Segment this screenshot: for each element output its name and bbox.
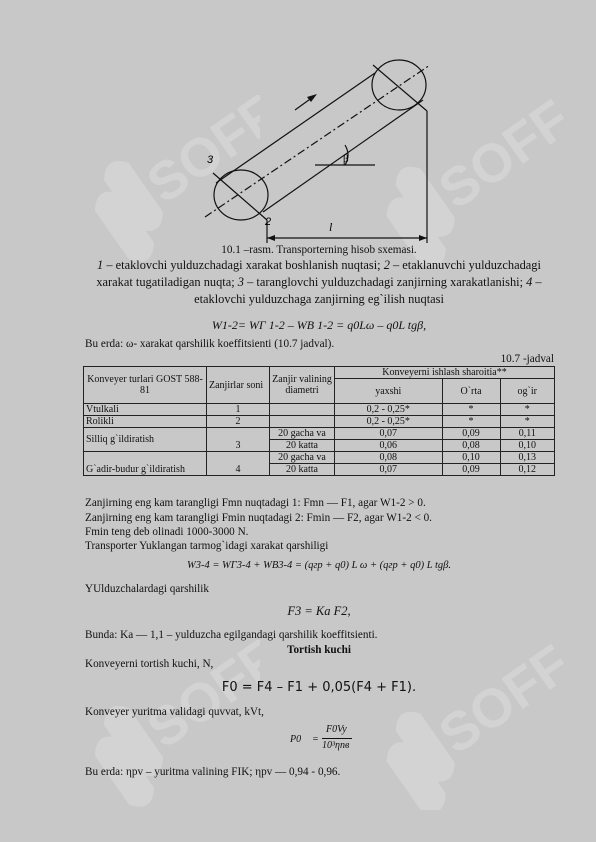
cell: 20 katta	[270, 464, 335, 476]
cell: 0,2 - 0,25*	[335, 404, 443, 416]
table-row	[84, 428, 555, 440]
cell: *	[442, 416, 500, 428]
formula-denominator: 10³ηпв	[322, 740, 350, 751]
cell: 0,13	[500, 452, 554, 464]
svg-text:SOFF: SOFF	[428, 95, 570, 221]
paragraph-7: Konveyerni tortish kuchi, N,	[85, 658, 214, 670]
bu-erda-1: Bu erda: ω- xarakat qarshilik koeffitsienti (10.7 jadval).	[85, 338, 335, 350]
cell: 0,10	[442, 452, 500, 464]
legend-num: 3	[237, 275, 244, 289]
paragraph-4: Transporter Yuklangan tarmog`idagi xarakat qarshiligi	[85, 540, 329, 552]
header-heavy: og`ir	[500, 379, 554, 404]
cell: 20 gacha va	[270, 428, 335, 440]
legend-num: 2	[383, 258, 390, 272]
legend-text: – etaklovchi yulduzchaga zanjirning eg`ilish nuqtasi	[194, 275, 542, 306]
header-diameter: Zanjir valining diametri	[270, 367, 335, 404]
lower-sprocket	[214, 170, 268, 220]
legend-num: 1	[97, 258, 104, 272]
svg-text:SOFF: SOFF	[428, 640, 570, 766]
paragraph-5: YUlduzchalardagi qarshilik	[85, 583, 209, 595]
header-conditions: Konveyerni ishlash sharoitia**	[335, 367, 555, 379]
table-row	[84, 416, 555, 428]
svg-text:SOFF: SOFF	[136, 95, 260, 215]
formula-w12: W1-2= WГ 1-2 – WВ 1-2 = q0Lω – q0L tgβ,	[211, 318, 427, 332]
cell: 0,08	[335, 452, 443, 464]
header-medium: O`rta	[442, 379, 500, 404]
table-caption: 10.7 -jadval	[500, 353, 554, 365]
coefficients-table	[83, 366, 555, 476]
cell: 0,09	[442, 464, 500, 476]
label-l: l	[329, 220, 333, 234]
cell: G`adir-budur g`ildiratish	[84, 452, 207, 476]
cell: Vtulkali	[84, 404, 207, 416]
cell: 0,2 - 0,25*	[335, 416, 443, 428]
cell: 0,07	[335, 464, 443, 476]
cell: Rolikli	[84, 416, 207, 428]
cell: *	[500, 416, 554, 428]
cell: 20 katta	[270, 440, 335, 452]
cell: Silliq g`ildiratish	[84, 428, 207, 452]
cell: 0,07	[335, 428, 443, 440]
label-2: 2	[265, 216, 272, 228]
paragraph-9: Bu erda: ηpv – yuritma valining FIK; ηpv — 0,94 - 0,96.	[85, 766, 341, 778]
legend-num: 4	[526, 275, 533, 289]
formula-f3: F3 = Ka F2,	[287, 604, 351, 618]
cell: 0,12	[500, 464, 554, 476]
cell	[270, 416, 335, 428]
cell: 2	[207, 416, 270, 428]
header-type: Konveyer turlari GOST 588-81	[84, 367, 207, 404]
formula-lhs: P0	[290, 734, 302, 745]
cell: 0,11	[500, 428, 554, 440]
cell: 0,10	[500, 440, 554, 452]
legend-text: – taranglovchi yulduzchadagi zanjirning xarakatlanishi;	[243, 275, 527, 289]
cell: *	[500, 404, 554, 416]
formula-w34: W3-4 = WГ3-4 + WВ3-4 = (qгр + q0) L ω + (qгр + q0) L tgβ.	[186, 560, 452, 571]
paragraph-8: Konveyer yuritma validagi quvvat, kVt,	[85, 706, 264, 718]
legend-text: – etaklanuvchi yulduzchadagi xarakat tugatiladigan nuqta;	[96, 258, 541, 289]
section-heading: Tortish kuchi	[287, 644, 351, 656]
paragraph-3: Fmin teng deb olinadi 1000-3000 N.	[85, 526, 249, 538]
cell: 0,09	[442, 428, 500, 440]
label-beta: β	[343, 153, 349, 165]
header-good: yaxshi	[335, 379, 443, 404]
table-row	[84, 452, 555, 464]
formula-numerator: F0Vy	[326, 724, 347, 735]
table-row	[84, 404, 555, 416]
cell: 0,08	[442, 440, 500, 452]
formula-power: P0 = F0Vy 10³ηпв	[290, 724, 370, 756]
legend-text: – etaklovchi yulduzchadagi xarakat boshlanish nuqtasi;	[103, 258, 384, 272]
cell	[270, 404, 335, 416]
paragraph-6: Bunda: Ka — 1,1 – yulduzcha egilgandagi qarshilik koeffitsienti.	[85, 629, 378, 641]
cell: 0,06	[335, 440, 443, 452]
cell: 20 gacha va	[270, 452, 335, 464]
label-3: 3	[207, 154, 214, 166]
cell: *	[442, 404, 500, 416]
cell: 1	[207, 404, 270, 416]
figure-legend	[83, 257, 555, 308]
paragraph-1: Zanjirning eng kam tarangligi Fmn nuqtadagi 1: Fmn — F1, agar W1-2 > 0.	[85, 497, 426, 509]
figure-caption: 10.1 –rasm. Transporterning hisob sxemasi.	[221, 244, 417, 256]
cell: 3	[207, 428, 270, 452]
watermark-logo	[360, 640, 570, 815]
cell: 4	[207, 452, 270, 476]
header-count: Zanjirlar soni	[207, 367, 270, 404]
conveyor-diagram	[195, 45, 455, 245]
svg-text:SOFF: SOFF	[136, 640, 260, 760]
formula-f0: F0 = F4 – F1 + 0,05(F4 + F1).	[221, 680, 417, 695]
paragraph-2: Zanjirning eng kam tarangligi Fmin nuqtadagi 2: Fmin — F2, agar W1-2 < 0.	[85, 512, 432, 524]
